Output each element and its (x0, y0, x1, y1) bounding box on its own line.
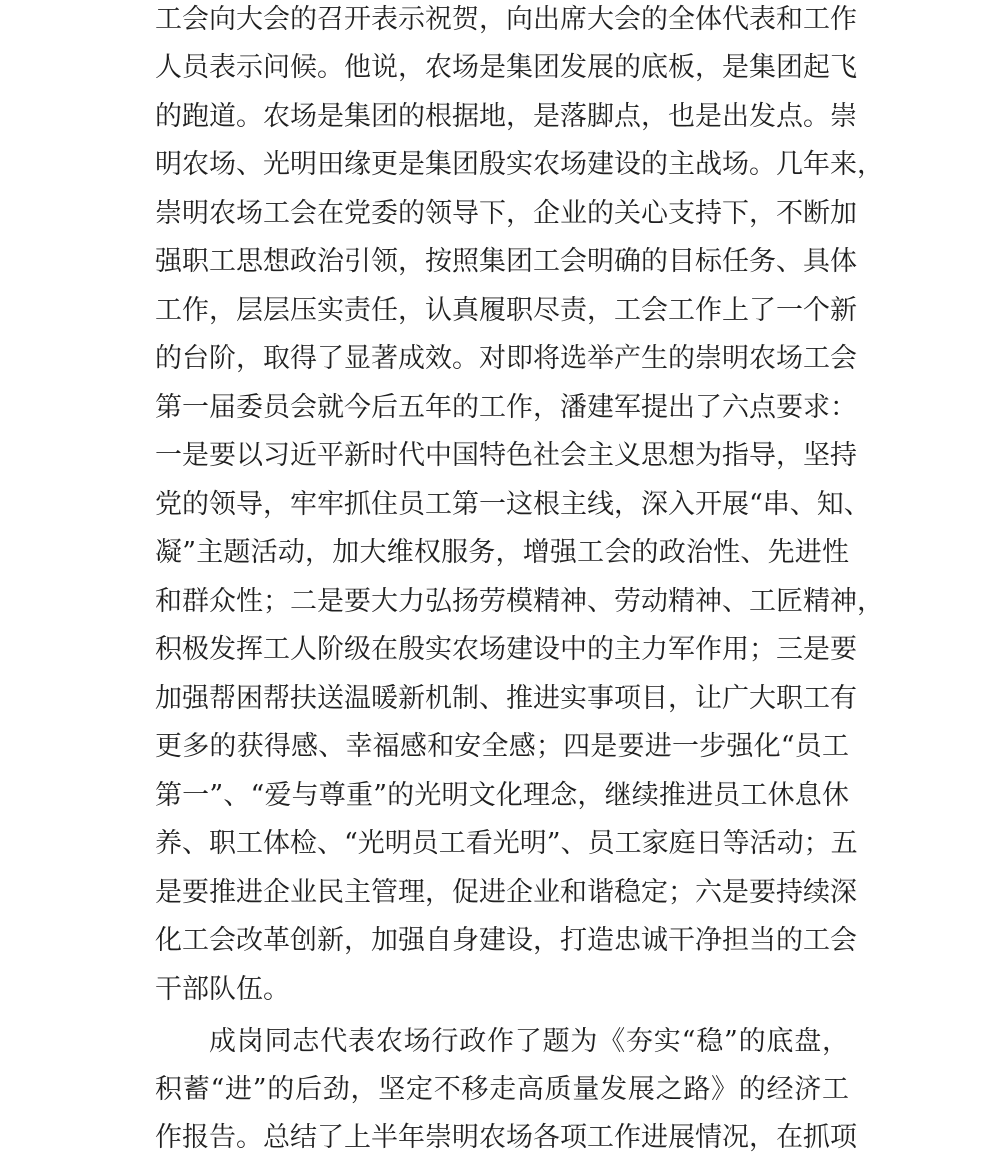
text-line: 加强帮困帮扶送温暖新机制、推进实事项目，让广大职工有 (155, 683, 857, 714)
text-line: 明农场、光明田缘更是集团殷实农场建设的主战场。几年来， (155, 149, 884, 180)
text-line: 第一”、“爱与尊重”的光明文化理念，继续推进员工休息休 (155, 780, 849, 811)
text-line: 一是要以习近平新时代中国特色社会主义思想为指导，坚持 (155, 440, 857, 471)
text-line: 的跑道。农场是集团的根据地，是落脚点，也是出发点。崇 (155, 101, 857, 132)
text-line: 崇明农场工会在党委的领导下，企业的关心支持下，不断加 (155, 198, 857, 229)
text-line: 第一届委员会就今后五年的工作，潘建军提出了六点要求： (155, 392, 857, 423)
text-line: 强职工思想政治引领，按照集团工会明确的目标任务、具体 (155, 246, 857, 277)
text-line: 工会向大会的召开表示祝贺，向出席大会的全体代表和工作 (155, 4, 857, 35)
text-line: 和群众性；二是要大力弘扬劳模精神、劳动精神、工匠精神， (155, 586, 884, 617)
text-line: 工作，层层压实责任，认真履职尽责，工会工作上了一个新 (155, 295, 857, 326)
text-line: 化工会改革创新，加强自身建设，打造忠诚干净担当的工会 (155, 925, 857, 956)
text-line: 更多的获得感、幸福感和安全感；四是要进一步强化“员工 (155, 731, 849, 762)
text-line: 积蓄“进”的后劲，坚定不移走高质量发展之路》的经济工 (155, 1074, 849, 1105)
text-line: 积极发挥工人阶级在殷实农场建设中的主力军作用；三是要 (155, 634, 857, 665)
text-line: 作报告。总结了上半年崇明农场各项工作进展情况，在抓项 (155, 1122, 857, 1153)
text-line: 的台阶，取得了显著成效。对即将选举产生的崇明农场工会 (155, 343, 857, 374)
text-line: 凝”主题活动，加大维权服务，增强工会的政治性、先进性 (155, 537, 849, 568)
text-line: 干部队伍。 (155, 974, 290, 1005)
text-line: 是要推进企业民主管理，促进企业和谐稳定；六是要持续深 (155, 877, 857, 908)
text-line: 养、职工体检、“光明员工看光明”、员工家庭日等活动；五 (155, 828, 858, 859)
text-line: 成岗同志代表农场行政作了题为《夯实“稳”的底盘， (209, 1026, 849, 1057)
text-line: 党的领导，牢牢抓住员工第一这根主线，深入开展“串、知、 (155, 489, 871, 520)
text-line: 人员表示问候。他说，农场是集团发展的底板，是集团起飞 (155, 52, 857, 83)
